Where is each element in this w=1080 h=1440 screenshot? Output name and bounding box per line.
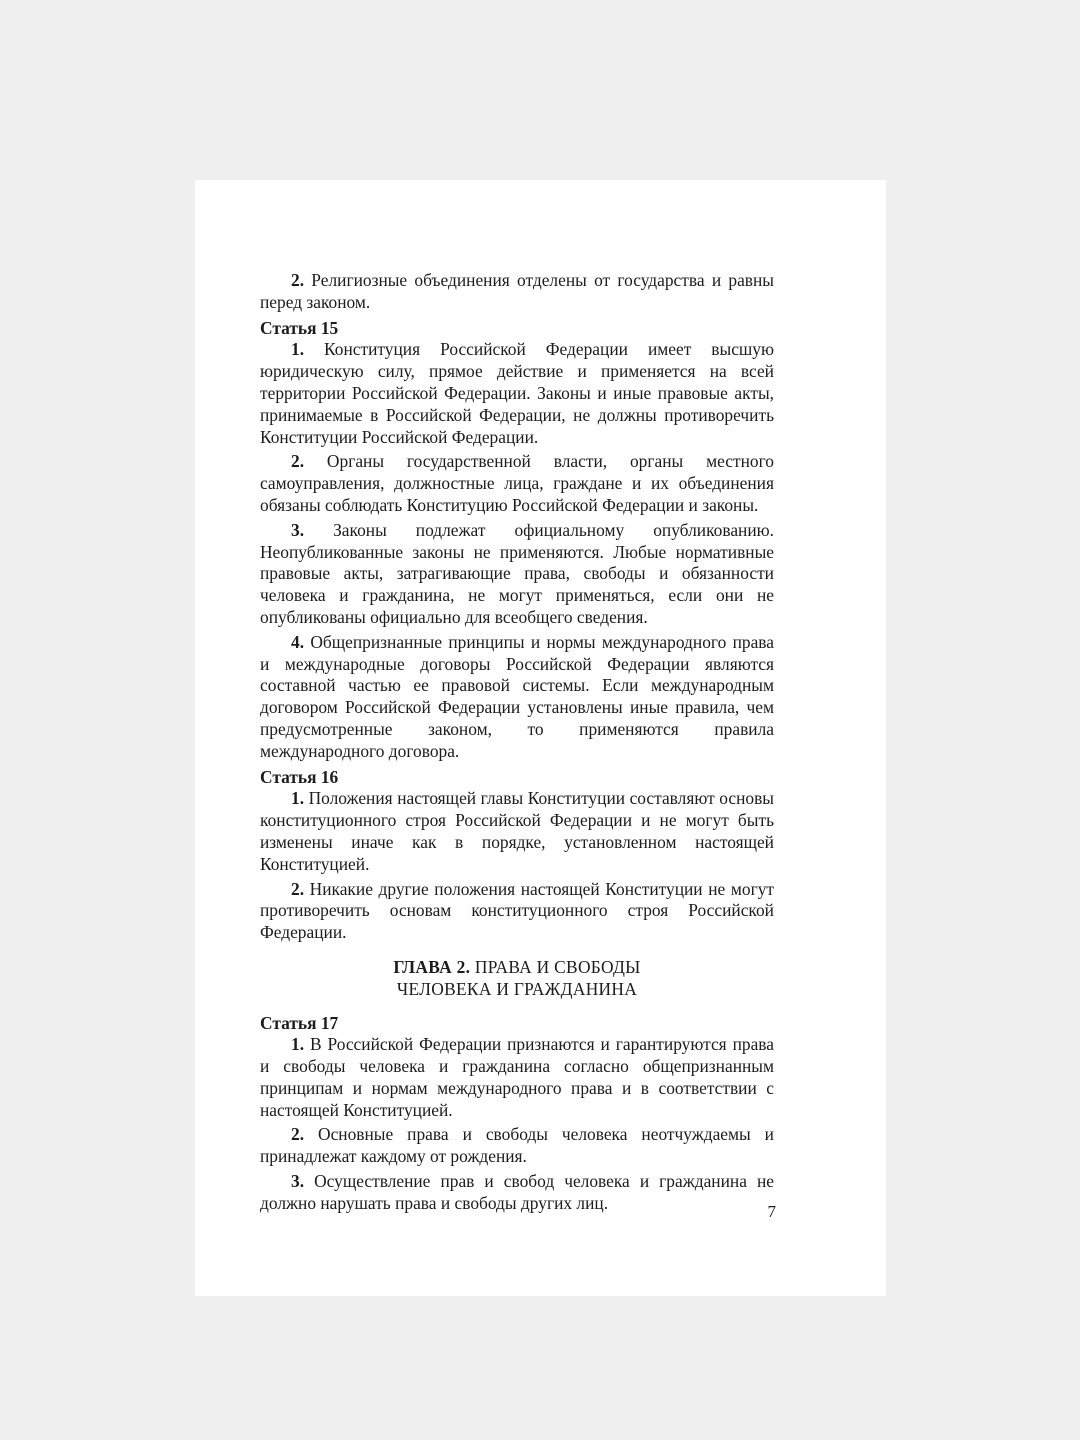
chapter-title-line-2: ЧЕЛОВЕКА И ГРАЖДАНИНА bbox=[396, 978, 638, 999]
paragraph-number: 2. bbox=[291, 878, 305, 899]
paragraph-number: 2. bbox=[291, 270, 305, 290]
article-15-paragraph-2 bbox=[260, 451, 774, 516]
article-16-paragraph-1 bbox=[260, 788, 774, 875]
paragraph-text: Органы государственной власти, органы местного самоуправления, должностные лица, граждане и их объединения обязаны соблюдать Конституцию Российской Федерации и законы. bbox=[260, 451, 774, 515]
chapter-label: ГЛАВА 2. bbox=[393, 956, 471, 977]
paragraph-text: Религиозные объединения отделены от государства и равны перед законом. bbox=[260, 270, 774, 312]
paragraph-number: 1. bbox=[291, 1034, 305, 1055]
paragraph-text: Конституция Российской Федерации имеет высшую юридическую силу, прямое действие и применяется на всей территории Российской Федерации. Законы и иные правовые акты, принимаемые в Российской Федерации, не должны противоречить Конституции Российской Федерации. bbox=[260, 339, 774, 447]
paragraph-number: 2. bbox=[291, 1124, 305, 1145]
paragraph-text: В Российской Федерации признаются и гарантируются права и свободы человека и гражданина согласно общепризнанным принципам и нормам международного права и в соответствии с настоящей Конституцией. bbox=[260, 1034, 774, 1120]
paragraph-number: 3. bbox=[291, 1171, 305, 1192]
article-15-paragraph-1 bbox=[260, 339, 774, 448]
paragraph-text: Никакие другие положения настоящей Конституции не могут противоречить основам конституционного строя Российской Федерации. bbox=[260, 878, 774, 943]
paragraph-number: 4. bbox=[291, 631, 305, 652]
article-16-heading: Статья 16 bbox=[260, 766, 339, 787]
chapter-title-line-1 bbox=[260, 957, 774, 979]
book-page bbox=[195, 180, 886, 1296]
article-15-heading: Статья 15 bbox=[260, 317, 339, 338]
paragraph-number: 2. bbox=[291, 451, 305, 472]
page-text bbox=[260, 270, 774, 1215]
paragraph-number: 1. bbox=[291, 339, 305, 360]
article-17-paragraph-1 bbox=[260, 1034, 774, 1121]
paragraph-text: Законы подлежат официальному опубликованию. Неопубликованные законы не применяются. Любые нормативные правовые акты, затрагивающие права, свободы и обязанности человека и гражданина, не могут применяться, если они не опубликованы официально для всеобщего сведения. bbox=[260, 519, 774, 627]
paragraph-text: Осуществление прав и свобод человека и гражданина не должно нарушать права и свободы других лиц. bbox=[260, 1171, 774, 1213]
paragraph-number: 3. bbox=[291, 519, 305, 540]
paragraph-text: Положения настоящей главы Конституции составляют основы конституционного строя Российской Федерации и не могут быть изменены иначе как в порядке, установленном настоящей Конституцией. bbox=[260, 788, 774, 874]
article-17-paragraph-3 bbox=[260, 1171, 774, 1215]
article-15-paragraph-4 bbox=[260, 632, 774, 763]
page-number: 7 bbox=[767, 1202, 776, 1221]
paragraph-religious-associations bbox=[260, 270, 774, 314]
paragraph-text: Общепризнанные принципы и нормы международного права и международные договоры Российской Федерации являются составной частью ее правовой системы. Если международным договором Российской Федерации установлены иные правила, чем предусмотренные законом, то применяются правила международного договора. bbox=[260, 631, 774, 761]
chapter-title-part-1: ПРАВА И СВОБОДЫ bbox=[470, 956, 641, 977]
article-16-paragraph-2 bbox=[260, 879, 774, 944]
article-15-paragraph-3 bbox=[260, 520, 774, 629]
article-17-paragraph-2 bbox=[260, 1124, 774, 1168]
chapter-2-heading bbox=[260, 957, 774, 1001]
paragraph-number: 1. bbox=[291, 788, 305, 809]
paragraph-text: Основные права и свободы человека неотчуждаемы и принадлежат каждому от рождения. bbox=[260, 1124, 774, 1167]
article-17-heading: Статья 17 bbox=[260, 1012, 339, 1033]
